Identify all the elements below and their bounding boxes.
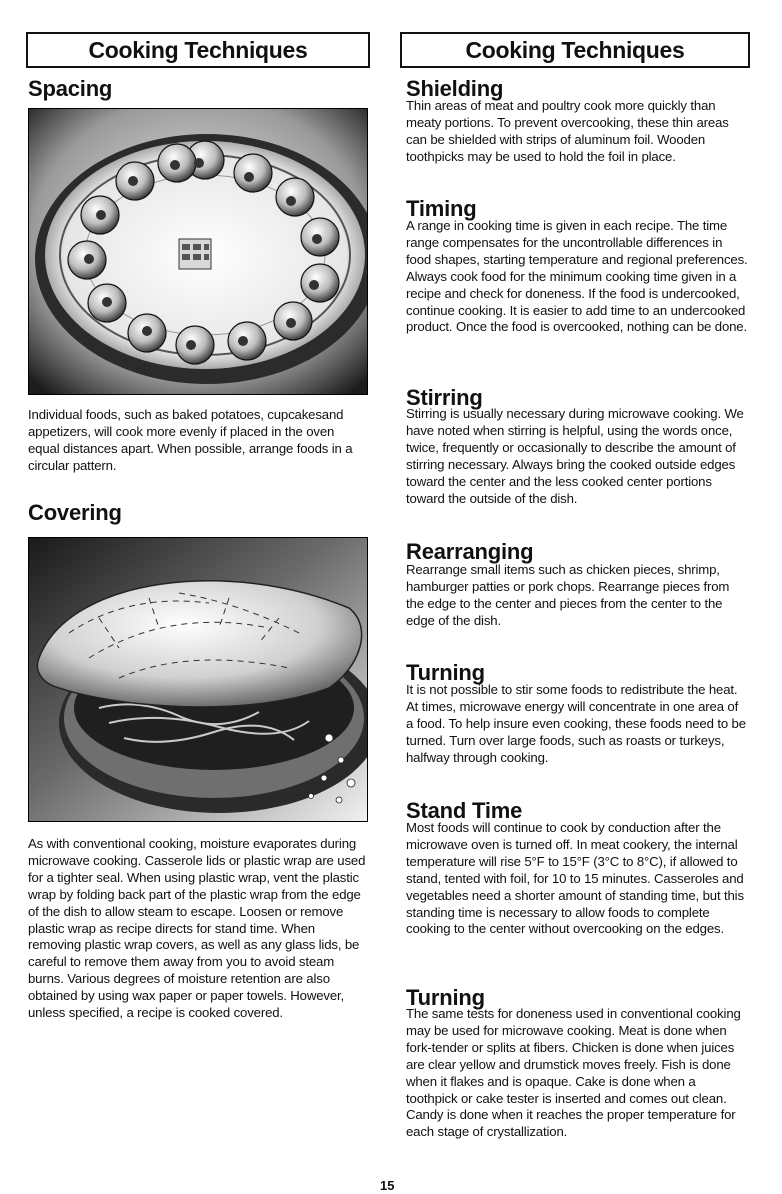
shielding-heading: Shielding [406, 76, 504, 101]
covering-heading: Covering [28, 500, 122, 525]
stirring-body: Stirring is usually necessary during microwave cooking. We have noted when stirring is helpful, using the words once, twice, frequently or occasionally to describe the amount of stirring necessary. Always bring the cooked outside edges toward the center and the less cooked center portions toward the outside of the dish. [406, 406, 744, 506]
timing-body: A range in cooking time is given in each recipe. The time range compensates for the uncontrollable differences in food shapes, starting temperature and regional preferences. Always cook food for the minimum cooking time given in a recipe and check for doneness. If the food is undercooked, continue cooking. It is easier to add time to an undercooked product. Once the food is overcooked, nothing can be done. [406, 218, 748, 335]
turning-body: It is not possible to stir some foods to redistribute the heat. At times, microwave energy will concentrate in one area of a food. To help insure even cooking, these foods need to be turned. Turn over large foods, such as roasts or turkeys, halfway through cooking. [406, 682, 746, 765]
shielding-body: Thin areas of meat and poultry cook more quickly than meaty portions. To prevent overcooking, these thin areas can be shielded with strips of aluminum foil. Wooden toothpicks may be used to hold the foil in place. [406, 98, 729, 164]
center-pattern [179, 239, 211, 269]
covering-photo [28, 537, 368, 822]
turning-doneness-heading: Turning [406, 985, 485, 1010]
spacing-photo [28, 108, 368, 395]
spacing-heading: Spacing [28, 76, 113, 101]
stand-time-body: Most foods will continue to cook by conduction after the microwave oven is turned off. In meat cookery, the internal temperature will rise 5°F to 15°F (3°C to 8°C), if allowed to stand, tented with foil, for 10 to 15 minutes. Casseroles and vegetables need a shorter amount of standing time, but this standing time is necessary to allow foods to complete cooking to the center without overcooking on the edges. [406, 820, 744, 937]
covering-body: As with conventional cooking, moisture evaporates during microwave cooking. Casserole lids or plastic wrap are used for a tighter seal. When using plastic wrap, vent the plastic wrap by folding back part of the plastic wrap from the edge of the dish to allow steam to escape. Loosen or remove plastic wrap as recipe directs for stand time. When removing plastic wrap covers, as well as any glass lids, be careful to remove them away from you to avoid steam burns. Various degrees of moisture retention are also obtained by using wax paper or paper towels. However, unless specified, a recipe is cooked covered. [28, 836, 366, 1021]
page-number: 15 [380, 1178, 395, 1193]
timing-heading: Timing [406, 196, 477, 221]
stand-time-heading: Stand Time [406, 798, 523, 823]
turning-doneness-body: The same tests for doneness used in conventional cooking may be used for microwave cooking. Meat is done when fork-tender or splits at fibers. Chicken is done when juices are clear yellow and drumstick moves freely. Fish is done when it flakes and is opaque. Cake is done when a toothpick or cake tester is inserted and comes out clean. Candy is done when it reaches the proper temperature for each stage of crystallization. [406, 1006, 741, 1140]
covering-illustration [29, 538, 368, 822]
rearranging-heading: Rearranging [406, 539, 534, 564]
rearranging-body: Rearrange small items such as chicken pieces, shrimp, hamburger patties or pork chops. Rearrange pieces from the edge to the center and pieces from the center to the edge of the dish. [406, 562, 730, 628]
stirring-heading: Stirring [406, 385, 483, 410]
spacing-illustration [29, 109, 368, 395]
turning-heading: Turning [406, 660, 485, 685]
left-page-title: Cooking Techniques [26, 32, 370, 68]
right-page-title: Cooking Techniques [400, 32, 750, 68]
spacing-caption: Individual foods, such as baked potatoes, cupcakesand appetizers, will cook more evenly if placed in the oven equal distances apart. When possible, arrange foods in a circular pattern. [28, 407, 353, 473]
